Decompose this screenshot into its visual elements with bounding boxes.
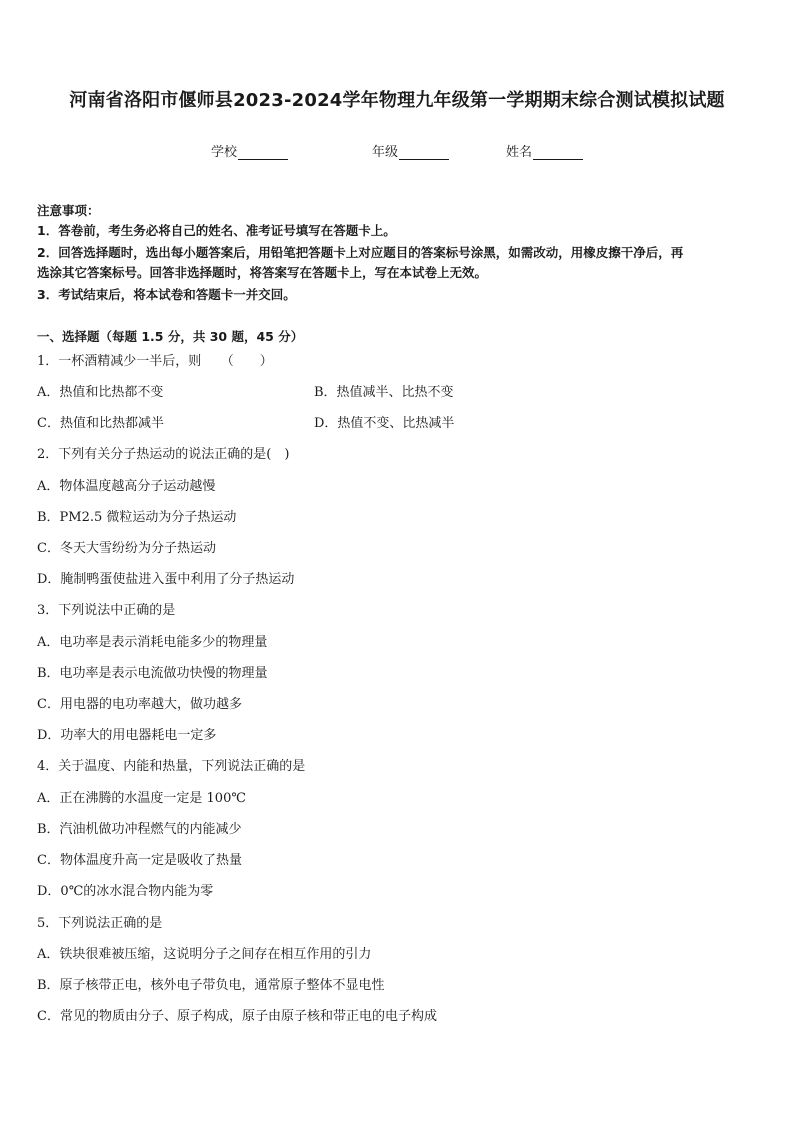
question-stem: 5．下列说法正确的是 <box>37 916 163 931</box>
question-stem: 2．下列有关分子热运动的说法正确的是( ) <box>37 447 290 462</box>
question-option: A．物体温度越高分子运动越慢 <box>37 479 216 494</box>
notes-item: 1．答卷前，考生务必将自己的姓名、准考证号填写在答题卡上。 <box>37 223 396 238</box>
school-blank <box>238 147 288 160</box>
student-info-row <box>0 141 794 159</box>
grade-blank <box>399 147 449 160</box>
question-option: B．PM2.5 微粒运动为分子热运动 <box>37 510 237 525</box>
notes-item: 选涂其它答案标号。回答非选择题时，将答案写在答题卡上，写在本试卷上无效。 <box>37 265 488 280</box>
grade-label: 年级 <box>372 145 399 160</box>
question-option: A．热值和比热都不变 <box>37 385 164 400</box>
question-option: A．电功率是表示消耗电能多少的物理量 <box>37 635 268 650</box>
question-option: B．原子核带正电，核外电子带负电，通常原子整体不显电性 <box>37 978 385 993</box>
question-option: A．正在沸腾的水温度一定是 100℃ <box>37 791 246 806</box>
question-option: C．热值和比热都减半 <box>37 416 164 431</box>
school-label: 学校 <box>211 145 238 160</box>
notes-item: 3．考试结束后，将本试卷和答题卡一并交回。 <box>37 287 296 302</box>
name-field <box>506 141 583 160</box>
page-title: 河南省洛阳市偃师县2023-2024学年物理九年级第一学期期末综合测试模拟试题 <box>69 90 725 111</box>
question-option: C．物体温度升高一定是吸收了热量 <box>37 853 242 868</box>
question-option: C．用电器的电功率越大，做功越多 <box>37 697 242 712</box>
question-option: C．常见的物质由分子、原子构成，原子由原子核和带正电的电子构成 <box>37 1009 437 1024</box>
question-stem: 4．关于温度、内能和热量，下列说法正确的是 <box>37 759 306 774</box>
question-option: A．铁块很难被压缩，这说明分子之间存在相互作用的引力 <box>37 947 372 962</box>
question-stem: 1．一杯酒精减少一半后，则 （ ） <box>37 354 273 369</box>
question-option: D．热值不变、比热减半 <box>314 416 455 431</box>
question-option: D．功率大的用电器耗电一定多 <box>37 728 217 743</box>
question-option: D．腌制鸭蛋使盐进入蛋中利用了分子热运动 <box>37 572 295 587</box>
notes-item: 2．回答选择题时，选出每小题答案后，用铅笔把答题卡上对应题目的答案标号涂黑，如需改动，用橡皮擦干净后，再 <box>37 245 684 260</box>
question-option: D．0℃的冰水混合物内能为零 <box>37 884 214 899</box>
name-blank <box>533 147 583 160</box>
question-option: B．热值减半、比热不变 <box>314 385 454 400</box>
question-option: B．电功率是表示电流做功快慢的物理量 <box>37 666 268 681</box>
question-stem: 3．下列说法中正确的是 <box>37 603 176 618</box>
question-option: B．汽油机做功冲程燃气的内能减少 <box>37 822 242 837</box>
grade-field <box>372 141 449 160</box>
section-heading: 一、选择题（每题 1.5 分，共 30 题，45 分） <box>37 329 304 344</box>
name-label: 姓名 <box>506 145 533 160</box>
question-option: C．冬天大雪纷纷为分子热运动 <box>37 541 216 556</box>
school-field <box>211 141 288 160</box>
notes-heading: 注意事项： <box>37 203 100 218</box>
